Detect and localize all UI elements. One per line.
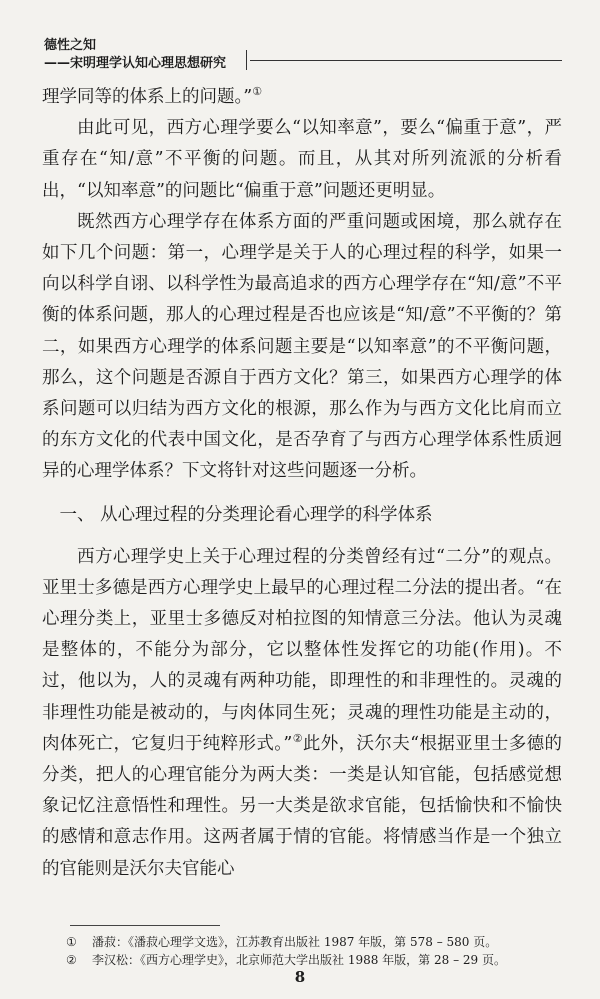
section-heading: 一、 从心理过程的分类理论看心理学的科学体系 bbox=[59, 504, 433, 525]
book-title: 德性之知 bbox=[44, 38, 97, 53]
footnote-text: 潘菽：《潘菽心理学文选》，江苏教育出版社 1987 年版，第 578 – 580 页。 bbox=[92, 935, 498, 949]
running-header bbox=[40, 34, 560, 82]
book-subtitle: ——宋明理学认知心理思想研究 bbox=[44, 56, 227, 71]
paragraph: 既然西方心理学存在体系方面的严重问题或困境，那么就存在如下几个问题：第一，心理学是关于人的心理过程的科学，如果一向以科学自诩、以科学性为最高追求的西方心理学存在“知/意”不平衡的体系问题，那人的心理过程是否也应该是“知/意”不平衡的？第二，如果西方心理学的体系问题主要是“以知率意”的不平衡问题，那么，这个问题是否源自于西方文化？第三，如果西方心理学的体系问题可以归结为西方文化的根源，那么作为与西方文化比肩而立的东方文化的代表中国文化，是否孕育了与西方心理学体系性质迥异的心理学体系？下文将针对这些问题逐一分析。 bbox=[42, 211, 562, 482]
header-rule bbox=[250, 60, 562, 61]
paragraph-continuation bbox=[42, 82, 562, 113]
footnote-ref-1[interactable]: ① bbox=[252, 85, 263, 99]
paragraph-text: 此外，沃尔夫“根据亚里士多德的分类，把人的心理官能分为两大类：一类是认知官能，包括感觉想象记忆注意悟性和理性。另一大类是欲求官能，包括愉快和不愉快的感情和意志作用。这两者属于情的官能。将情感当作是一个独立的官能则是沃尔夫官能心 bbox=[42, 733, 562, 879]
paragraph-text: 西方心理学史上关于心理过程的分类曾经有过“二分”的观点。亚里士多德是西方心理学史上最早的心理过程二分法的提出者。“在心理分类上，亚里士多德反对柏拉图的知情意三分法。他认为灵魂是整体的，不能分为部分，它以整体性发挥它的功能(作用)。不过，他以为，人的灵魂有两种功能，即理性的和非理性的。灵魂的非理性功能是被动的，与肉体同生死；灵魂的理性功能是主动的，肉体死亡，它复归于纯粹形式。” bbox=[42, 546, 562, 754]
header-rule-tick bbox=[246, 50, 247, 70]
footnote-number: ② bbox=[66, 953, 77, 967]
paragraph: 由此可见，西方心理学要么“以知率意”，要么“偏重于意”，严重存在“知/意”不平衡的问题。而且，从其对所列流派的分析看出，“以知率意”的问题比“偏重于意”问题还更明显。 bbox=[42, 118, 562, 201]
footnotes bbox=[66, 933, 566, 969]
footnote bbox=[66, 933, 566, 951]
footnote-number: ① bbox=[66, 935, 77, 949]
paragraph-text: 理学同等的体系上的问题。” bbox=[42, 87, 253, 107]
footnote-rule bbox=[70, 925, 220, 926]
paragraph bbox=[42, 542, 562, 885]
footnote bbox=[66, 951, 566, 969]
footnote-text: 李汉松：《西方心理学史》，北京师范大学出版社 1988 年版，第 28 – 29 页。 bbox=[92, 953, 506, 967]
page-number: 8 bbox=[294, 968, 306, 986]
footnote-ref-2[interactable]: ② bbox=[292, 732, 303, 746]
body-text bbox=[42, 82, 562, 885]
